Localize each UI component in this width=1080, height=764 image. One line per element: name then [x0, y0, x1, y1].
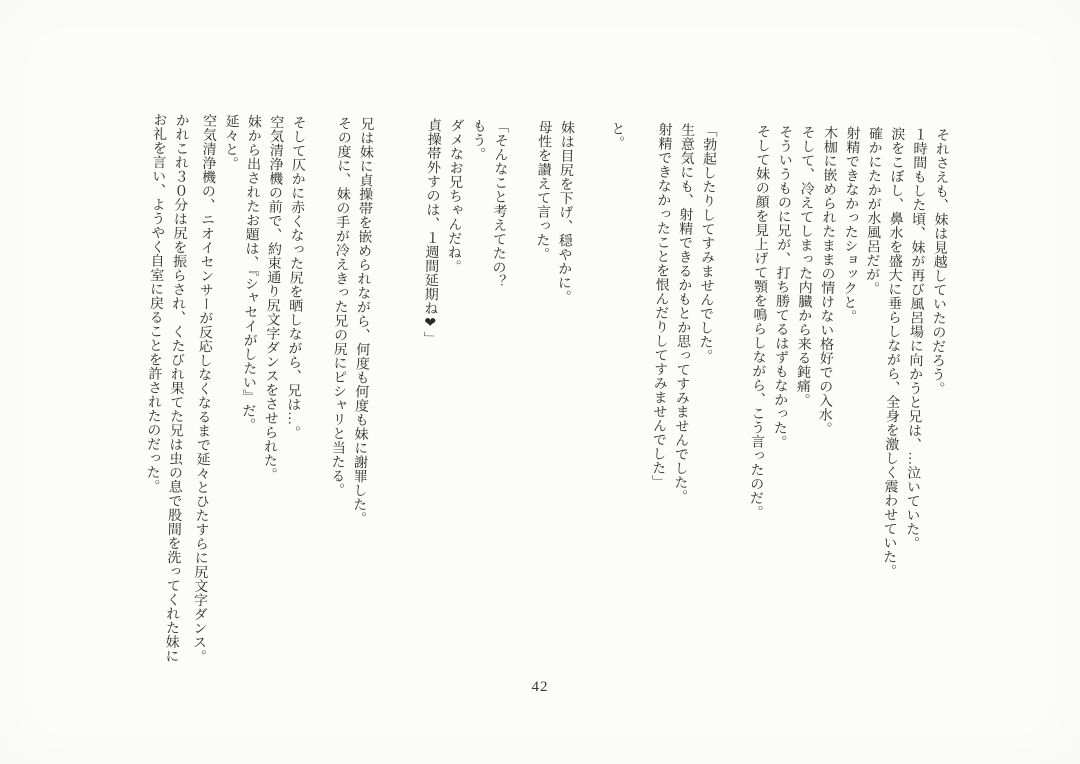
paragraph: それさえも、妹は見越していたのだろう。 １時間もした頃、妹が再び風呂場に向かうと兄は、…泣いていた。 涙をこぼし、鼻水を盛大に垂らしながら、全身を激しく震わせていた。 確かにたかが水風呂だが。 射精できなかったショックと。 木枷に嵌められたままの情けない格好での入水。 そして、冷えてしまった内臓から来る鈍痛。 そういうものに兄が、打ち勝てるはずもなかった。 そして妹の顔を見上げて顎を鳴らしながら、こう言ったのだ。 — [747, 123, 949, 578]
paragraph: 兄は妹に貞操帯を嵌められながら、何度も何度も妹に謝罪した。 その度に、妹の手が冷えきった兄の尻にピシャリと当たる。 — [328, 115, 374, 526]
vertical-text-block — [136, 112, 952, 681]
paragraph: 「そんなこと考えてたの？ もう。 ダメなお兄ちゃんだね。 貞操帯外すのは、１週間延期ね❤」 — [421, 117, 508, 346]
paragraph: 「勃起したりしてすみませんでした。 生意気にも、射精できるかもとか思ってすみませんでした。 射精できなかったことを恨んだりしてすみませんでした」 — [649, 122, 717, 504]
page-number: 42 — [531, 679, 549, 695]
paragraph: そして仄かに赤くなった尻を晒しながら、兄は…。 空気清浄機の前で、約束通り尻文字ダンスをさせられた。 妹から出されたお題は、『シャセイがしたい』だ。 延々と。 空気清浄機の、ニオイセンサーが反応しなくなるまで延々とひたすらに尻文字ダンス。 — [190, 113, 306, 664]
paragraph: と。 — [608, 121, 625, 150]
paragraph: かれこれ３０分は尻を振らされ、くたびれ果てた兄は虫の息で股間を洗ってくれた妹に お礼を言い、ようやく自室に戻ることを許されたのだった。 — [143, 112, 189, 663]
paragraph: 妹は目尻を下げ、穏やかに。 母性を讃えて言った。 — [533, 119, 574, 304]
